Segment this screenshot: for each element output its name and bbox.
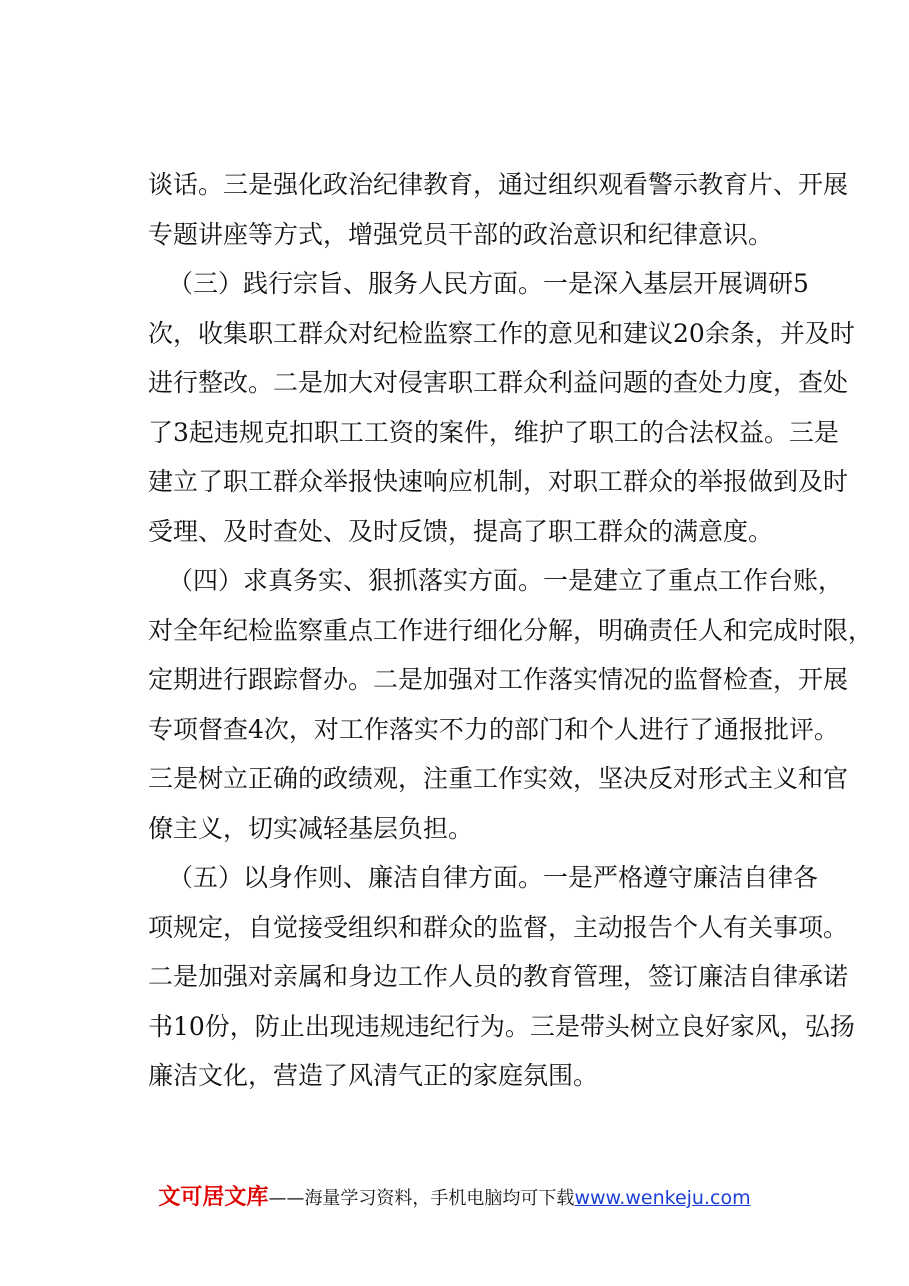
text-line: 次，收集职工群众对纪检监察工作的意见和建议20余条，并及时	[148, 318, 855, 348]
text-line: 项规定，自觉接受组织和群众的监督，主动报告个人有关事项。	[148, 912, 849, 942]
text-line: 书10份，防止出现违规违纪行为。三是带头树立良好家风，弘扬	[148, 1011, 855, 1041]
footer-url-link[interactable]: www.wenkeju.com	[574, 1187, 751, 1209]
text-line: 建立了职工群众举报快速响应机制，对职工群众的举报做到及时	[148, 467, 849, 496]
text-line: （四）求真务实、狠抓落实方面。一是建立了重点工作台账，	[168, 566, 844, 595]
document-body	[148, 160, 874, 1101]
text-line: 受理、及时查处、及时反馈，提高了职工群众的满意度。	[148, 516, 774, 546]
text-line: 专项督查4次，对工作落实不力的部门和个人进行了通报批评。	[148, 714, 839, 744]
text-line: （五）以身作则、廉洁自律方面。一是严格遵守廉洁自律各	[168, 863, 819, 892]
text-line: 僚主义，切实减轻基层负担。	[148, 813, 474, 843]
text-line: （三）践行宗旨、服务人民方面。一是深入基层开展调研5	[168, 269, 809, 298]
text-line: 谈话。三是强化政治纪律教育，通过组织观看警示教育片、开展	[148, 170, 849, 199]
text-line: 了3起违规克扣职工工资的案件，维护了职工的合法权益。三是	[148, 417, 839, 447]
text-line: 廉洁文化，营造了风清气正的家庭氛围。	[148, 1061, 599, 1090]
text-line: 三是树立正确的政绩观，注重工作实效，坚决反对形式主义和官	[148, 764, 849, 793]
footer-banner	[0, 1180, 909, 1211]
text-line: 进行整改。二是加大对侵害职工群众利益问题的查处力度，查处	[148, 368, 849, 397]
footer-brand: 文可居文库	[158, 1185, 269, 1210]
footer-tagline: ——海量学习资料，手机电脑均可下载	[268, 1188, 575, 1209]
text-line: 定期进行跟踪督办。二是加强对工作落实情况的监督检查，开展	[148, 665, 849, 694]
text-line: 二是加强对亲属和身边工作人员的教育管理，签订廉洁自律承诺	[148, 962, 849, 991]
text-line: 专题讲座等方式，增强党员干部的政治意识和纪律意识。	[148, 219, 774, 249]
text-line: 对全年纪检监察重点工作进行细化分解，明确责任人和完成时限，	[148, 615, 874, 645]
